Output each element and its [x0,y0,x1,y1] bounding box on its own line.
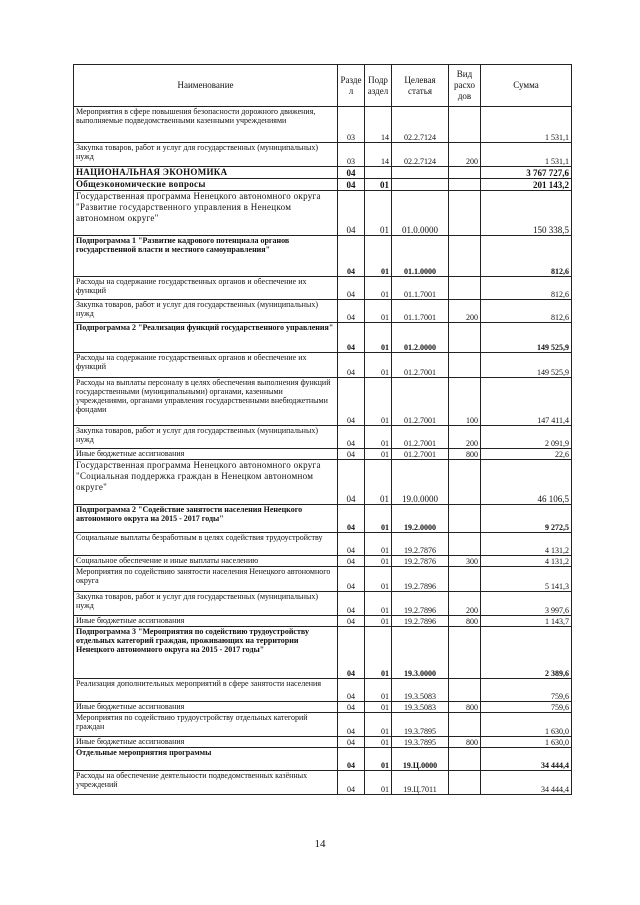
cell-subsection: 01 [365,713,392,737]
cell-expense [449,191,481,236]
table-row [74,277,572,300]
cell-section: 04 [338,533,365,556]
cell-sum: 149 525,9 [481,323,572,353]
cell-section: 04 [338,505,365,533]
cell-subsection: 01 [365,378,392,426]
table-row [74,323,572,353]
cell-sum: 812,6 [481,300,572,323]
cell-subsection: 01 [365,179,392,191]
cell-expense: 100 [449,378,481,426]
cell-target: 19.2.7876 [392,533,449,556]
cell-expense [449,627,481,679]
cell-subsection: 01 [365,702,392,713]
cell-subsection: 01 [365,556,392,567]
cell-sum: 34 444,4 [481,771,572,795]
cell-sum: 4 131,2 [481,533,572,556]
cell-expense [449,179,481,191]
table-row [74,713,572,737]
cell-sum: 150 338,5 [481,191,572,236]
cell-name: Государственная программа Ненецкого автономного округа "Развитие государственного управления в Ненецком автономном округе" [74,191,338,236]
cell-name: Закупка товаров, работ и услуг для государственных (муниципальных) нужд [74,592,338,616]
cell-target: 19.0.0000 [392,460,449,505]
cell-expense [449,323,481,353]
cell-section: 04 [338,616,365,627]
cell-name: Иные бюджетные ассигнования [74,702,338,713]
cell-target: 19.3.7895 [392,737,449,748]
cell-expense [449,167,481,179]
cell-sum: 9 272,5 [481,505,572,533]
cell-sum: 3 767 727,6 [481,167,572,179]
cell-name: Подпрограмма 1 "Развитие кадрового потенциала органов государственной власти и местного самоуправления" [74,236,338,277]
cell-target [392,167,449,179]
cell-target: 19.3.7895 [392,713,449,737]
cell-section: 04 [338,702,365,713]
cell-name: Иные бюджетные ассигнования [74,737,338,748]
cell-target: 19.2.7896 [392,567,449,592]
cell-section: 04 [338,556,365,567]
cell-sum: 149 525,9 [481,353,572,378]
cell-expense: 200 [449,300,481,323]
cell-target: 01.1.7001 [392,300,449,323]
budget-table-container [73,64,571,795]
cell-expense [449,460,481,505]
cell-subsection: 01 [365,236,392,277]
cell-expense: 800 [449,449,481,460]
cell-name: Подпрограмма 2 "Реализация функций государственного управления" [74,323,338,353]
cell-subsection: 01 [365,353,392,378]
cell-expense [449,713,481,737]
cell-sum: 46 106,5 [481,460,572,505]
cell-subsection: 01 [365,592,392,616]
cell-target: 02.2.7124 [392,107,449,143]
cell-subsection: 14 [365,107,392,143]
cell-section: 03 [338,107,365,143]
cell-subsection: 01 [365,737,392,748]
cell-name: Мероприятия по содействию трудоустройству отдельных категорий граждан [74,713,338,737]
cell-section: 04 [338,567,365,592]
cell-section: 04 [338,323,365,353]
cell-section: 04 [338,679,365,702]
cell-expense [449,679,481,702]
cell-section: 04 [338,449,365,460]
table-row [74,627,572,679]
cell-name: Иные бюджетные ассигнования [74,616,338,627]
table-row [74,449,572,460]
cell-section: 04 [338,191,365,236]
cell-target: 19.Ц.0000 [392,748,449,771]
cell-target: 02.2.7124 [392,143,449,167]
cell-expense [449,748,481,771]
cell-name: Социальные выплаты безработным в целях содействия трудоустройству [74,533,338,556]
cell-subsection: 14 [365,143,392,167]
cell-subsection: 01 [365,627,392,679]
cell-subsection: 01 [365,567,392,592]
cell-subsection: 01 [365,426,392,449]
table-row [74,771,572,795]
cell-section: 04 [338,748,365,771]
cell-sum: 1 630,0 [481,737,572,748]
cell-sum: 22,6 [481,449,572,460]
cell-sum: 812,6 [481,277,572,300]
cell-subsection: 01 [365,191,392,236]
cell-section: 04 [338,737,365,748]
cell-subsection: 01 [365,449,392,460]
table-row [74,592,572,616]
cell-name: Закупка товаров, работ и услуг для государственных (муниципальных) нужд [74,426,338,449]
cell-name: Подпрограмма 2 "Содействие занятости населения Ненецкого автономного округа на 2015 - 2017 годы" [74,505,338,533]
table-row [74,679,572,702]
cell-expense [449,567,481,592]
cell-name: Реализация дополнительных мероприятий в сфере занятости населения [74,679,338,702]
cell-target: 19.2.0000 [392,505,449,533]
cell-name: Расходы на обеспечение деятельности подведомственных казённых учреждений [74,771,338,795]
cell-subsection: 01 [365,616,392,627]
table-row [74,737,572,748]
cell-section: 04 [338,353,365,378]
cell-section: 04 [338,179,365,191]
cell-target: 01.2.7001 [392,353,449,378]
table-row [74,107,572,143]
cell-target: 01.1.0000 [392,236,449,277]
cell-name: Мероприятия по содействию занятости населения Ненецкого автономного округа [74,567,338,592]
cell-name: Расходы на содержание государственных органов и обеспечение их функций [74,277,338,300]
table-row [74,191,572,236]
cell-sum: 812,6 [481,236,572,277]
cell-subsection: 01 [365,277,392,300]
cell-target: 19.2.7896 [392,592,449,616]
cell-target: 01.0.0000 [392,191,449,236]
cell-target: 19.3.5083 [392,702,449,713]
cell-name: Отдельные мероприятия программы [74,748,338,771]
cell-section: 04 [338,592,365,616]
table-row [74,460,572,505]
cell-target: 19.Ц.7011 [392,771,449,795]
cell-section: 04 [338,167,365,179]
table-row [74,236,572,277]
cell-name: Закупка товаров, работ и услуг для государственных (муниципальных) нужд [74,300,338,323]
cell-name: Мероприятия в сфере повышения безопасности дорожного движения, выполняемые подведомственными казенными учреждениями [74,107,338,143]
cell-subsection: 01 [365,533,392,556]
cell-expense: 800 [449,616,481,627]
table-row [74,556,572,567]
cell-target: 19.3.5083 [392,679,449,702]
header-name: Наименование [74,65,338,107]
cell-sum: 1 531,1 [481,107,572,143]
cell-subsection: 01 [365,748,392,771]
cell-section: 04 [338,460,365,505]
table-row [74,143,572,167]
cell-name: НАЦИОНАЛЬНАЯ ЭКОНОМИКА [74,167,338,179]
cell-target: 01.2.0000 [392,323,449,353]
cell-name: Расходы на содержание государственных органов и обеспечение их функций [74,353,338,378]
budget-table [73,64,572,795]
cell-subsection: 01 [365,505,392,533]
cell-target: 19.2.7876 [392,556,449,567]
table-row [74,505,572,533]
cell-subsection: 01 [365,300,392,323]
cell-sum: 4 131,2 [481,556,572,567]
table-row [74,702,572,713]
cell-sum: 2 091,9 [481,426,572,449]
cell-expense [449,505,481,533]
cell-section: 03 [338,143,365,167]
cell-expense: 200 [449,426,481,449]
cell-subsection: 01 [365,323,392,353]
cell-name: Государственная программа Ненецкого автономного округа "Социальная поддержка граждан в Ненецком автономном округе" [74,460,338,505]
cell-subsection: 01 [365,679,392,702]
cell-name: Иные бюджетные ассигнования [74,449,338,460]
table-row [74,748,572,771]
header-target: Целевая статья [392,65,449,107]
cell-target [392,179,449,191]
cell-expense [449,533,481,556]
cell-sum: 1 630,0 [481,713,572,737]
cell-name: Подпрограмма 3 "Мероприятия по содействию трудоустройству отдельных категорий граждан, проживающих на территории Ненецкого автономного округа на 2015 - 2017 годы" [74,627,338,679]
cell-sum: 1 143,7 [481,616,572,627]
table-row [74,426,572,449]
cell-section: 04 [338,236,365,277]
cell-section: 04 [338,627,365,679]
cell-target: 01.2.7001 [392,378,449,426]
cell-target: 01.2.7001 [392,426,449,449]
table-row [74,533,572,556]
cell-target: 01.2.7001 [392,449,449,460]
cell-section: 04 [338,771,365,795]
cell-section: 04 [338,378,365,426]
cell-expense [449,277,481,300]
cell-name: Расходы на выплаты персоналу в целях обеспечения выполнения функций государственными (муниципальными) органами, казенными учреждениями, органами управления государственными внебюджетными фондами [74,378,338,426]
cell-sum: 34 444,4 [481,748,572,771]
cell-sum: 759,6 [481,702,572,713]
cell-subsection: 01 [365,460,392,505]
table-row [74,616,572,627]
cell-section: 04 [338,300,365,323]
table-row [74,167,572,179]
cell-target: 01.1.7001 [392,277,449,300]
header-sum: Сумма [481,65,572,107]
cell-target: 19.3.0000 [392,627,449,679]
cell-target: 19.2.7896 [392,616,449,627]
cell-expense: 200 [449,592,481,616]
table-row [74,179,572,191]
cell-expense [449,236,481,277]
cell-expense: 800 [449,737,481,748]
cell-name: Общеэкономические вопросы [74,179,338,191]
page-number: 14 [314,838,326,850]
header-expense: Вид расхо дов [449,65,481,107]
cell-expense: 200 [449,143,481,167]
header-section: Разде л [338,65,365,107]
cell-subsection [365,167,392,179]
cell-section: 04 [338,277,365,300]
header-subsection: Подр аздел [365,65,392,107]
table-header-row [74,65,572,107]
cell-expense: 300 [449,556,481,567]
cell-sum: 201 143,2 [481,179,572,191]
cell-sum: 759,6 [481,679,572,702]
cell-expense [449,107,481,143]
table-row [74,378,572,426]
cell-section: 04 [338,426,365,449]
cell-subsection: 01 [365,771,392,795]
cell-sum: 147 411,4 [481,378,572,426]
cell-expense: 800 [449,702,481,713]
cell-sum: 3 997,6 [481,592,572,616]
cell-name: Закупка товаров, работ и услуг для государственных (муниципальных) нужд [74,143,338,167]
cell-sum: 5 141,3 [481,567,572,592]
cell-sum: 1 531,1 [481,143,572,167]
cell-section: 04 [338,713,365,737]
cell-name: Социальное обеспечение и иные выплаты населению [74,556,338,567]
cell-sum: 2 389,6 [481,627,572,679]
table-row [74,353,572,378]
table-row [74,300,572,323]
table-row [74,567,572,592]
cell-expense [449,353,481,378]
cell-expense [449,771,481,795]
